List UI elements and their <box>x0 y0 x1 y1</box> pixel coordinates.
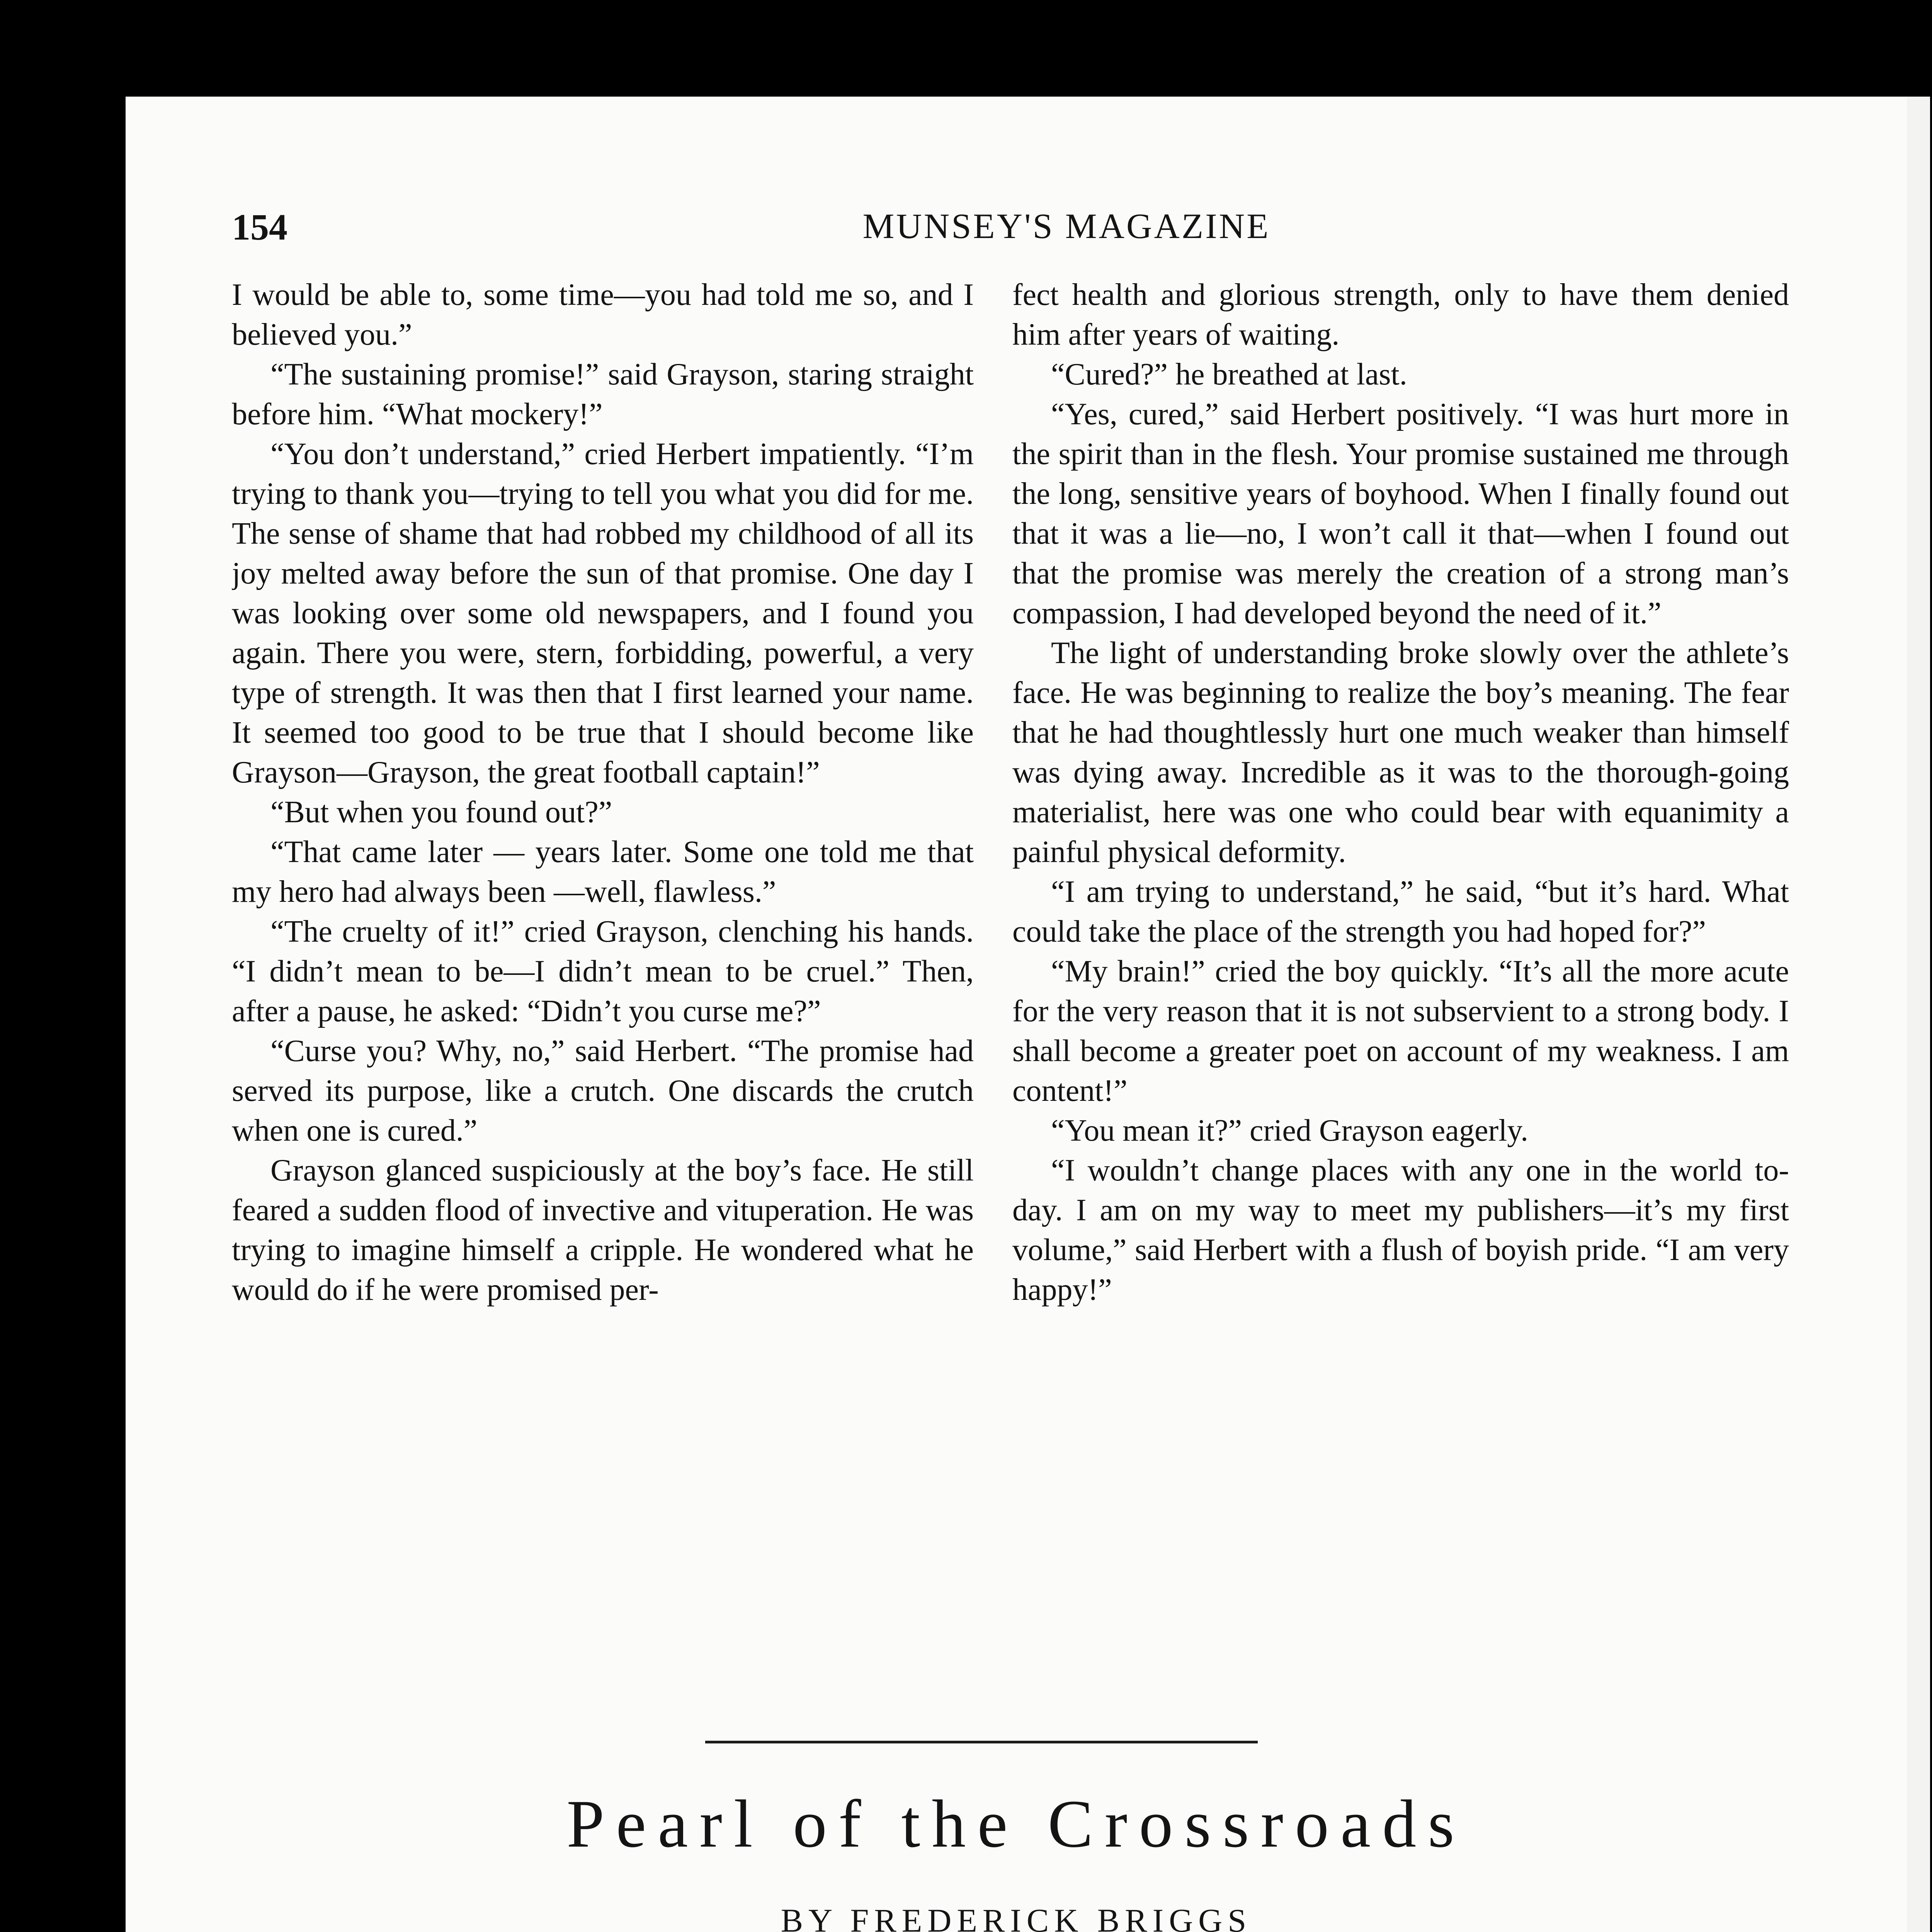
paragraph: fect health and glorious strength, only to have them denied him after years of waiting. <box>1012 278 1789 352</box>
story-byline: BY FREDERICK BRIGGS <box>781 1902 1252 1932</box>
page-header <box>232 206 1901 260</box>
paragraph: “I wouldn’t change places with any one in the world to-day. I am on my way to meet my publishers—it’s my first volume,” said Herbert with a flush of boyish pride. “I am very happy!” <box>1012 1153 1789 1307</box>
paragraph: “The cruelty of it!” cried Grayson, clenching his hands. “I didn’t mean to be—I didn’t mean to be cruel.” Then, after a pause, he asked: “Didn’t you curse me?” <box>232 915 974 1028</box>
paragraph: “You don’t understand,” cried Herbert impatiently. “I’m trying to thank you—trying to tell you what you did for me. The sense of shame that had robbed my childhood of all its joy melted away before the sun of that promise. One day I was looking over some old newspapers, and I found you again. There you were, stern, forbidding, powerful, a very type of strength. It was then that I first learned your name. It seemed too good to be true that I should become like Grayson—Grayson, the great football captain!” <box>232 437 974 789</box>
paragraph: “My brain!” cried the boy quickly. “It’s all the more acute for the very reason that it is not subservient to a strong body. I shall become a greater poet on account of my weakness. I am content!” <box>1012 954 1789 1108</box>
section-divider <box>705 1741 1258 1743</box>
paragraph: “That came later — years later. Some one told me that my hero had always been —well, flawless.” <box>232 835 974 909</box>
paragraph: Grayson glanced suspiciously at the boy’s face. He still feared a sudden flood of invective and vituperation. He was trying to imagine himself a cripple. He wondered what he would do if he were promised per- <box>232 1153 974 1307</box>
paragraph: “The sustaining promise!” said Grayson, staring straight before him. “What mockery!” <box>232 357 974 431</box>
paragraph: “But when you found out?” <box>270 795 612 829</box>
paragraph: “Yes, cured,” said Herbert positively. “I was hurt more in the spirit than in the flesh. Your promise sustained me through the long, sensitive years of boyhood. When I finally found out that it was a lie—no, I won’t call it that—when I found out that the promise was merely the creation of a strong man’s compassion, I had developed beyond the need of it.” <box>1012 397 1789 630</box>
magazine-page <box>126 97 1907 1932</box>
paragraph: I would be able to, some time—you had told me so, and I believed you.” <box>232 278 974 352</box>
story-title: Pearl of the Crossroads <box>566 1786 1466 1862</box>
paragraph: “Cured?” he breathed at last. <box>1051 357 1407 391</box>
paragraph: The light of understanding broke slowly over the athlete’s face. He was beginning to realize the boy’s meaning. The fear that he had thoughtlessly hurt one much weaker than himself was dying away. Incredible as it was to the thorough-going materialist, here was one who could bear with equanimity a painful physical deformity. <box>1012 636 1789 869</box>
story-one-column-right <box>1012 275 1789 1813</box>
page-number: 154 <box>232 206 287 248</box>
facing-page-edge <box>1907 97 1930 1932</box>
magazine-title: MUNSEY'S MAGAZINE <box>862 206 1270 246</box>
paragraph: “I am trying to understand,” he said, “but it’s hard. What could take the place of the strength you had hoped for?” <box>1012 875 1789 949</box>
paragraph: “Curse you? Why, no,” said Herbert. “The promise had served its purpose, like a crutch. One discards the crutch when one is cured.” <box>232 1034 974 1148</box>
paragraph: “You mean it?” cried Grayson eagerly. <box>1051 1114 1529 1148</box>
story-one-column-left <box>232 275 974 1813</box>
